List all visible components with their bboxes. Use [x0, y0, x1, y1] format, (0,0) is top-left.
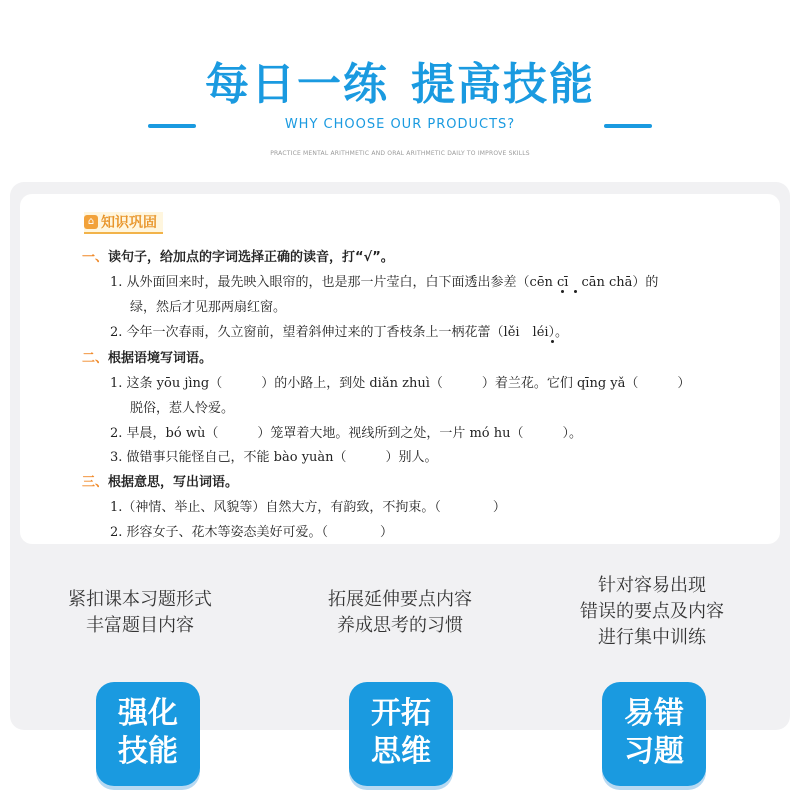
feature3-line2: 错误的要点及内容 [580, 601, 724, 622]
feature-description-3 [552, 573, 752, 651]
s1-q1-line1: 1. 从外面回来时，最先映入眼帘的，也是那一片莹白，白下面透出参差（cēn cī cān chā）的 [110, 275, 659, 290]
feature-description-2 [300, 587, 500, 639]
subtitle-row [0, 116, 800, 136]
badge3-line2: 习题 [624, 734, 684, 769]
s1-q1-line2: 绿，然后才见那两扇红窗。 [130, 300, 287, 315]
s2-q1-line2: 脱俗，惹人怜爱。 [130, 401, 235, 416]
badge-expand-thinking [349, 682, 453, 786]
s2-q3: 3. 做错事只能怪自己，不能 bào yuàn（ ）别人。 [110, 450, 438, 465]
section3-heading [82, 471, 238, 490]
s3-q1: 1.（神情、举止、风貌等）自然大方，有韵致，不拘束。（ ） [110, 500, 506, 515]
feature2-line2: 养成思考的习惯 [337, 615, 463, 636]
s3-q2: 2. 形容女子、花木等姿态美好可爱。（ ） [110, 525, 394, 540]
emphasis-dot [574, 290, 577, 293]
emphasis-dot [551, 340, 554, 343]
title-part2: 提高技能 [411, 59, 595, 110]
feature3-line1: 针对容易出现 [598, 575, 706, 596]
section3-text: 根据意思，写出词语。 [108, 475, 239, 490]
section2-heading [82, 347, 212, 366]
s2-q1-line1: 1. 这条 yōu jìng（ ）的小路上，到处 diǎn zhuì（ ）着兰花。它们 qīng yǎ（ ） [110, 376, 691, 391]
emphasis-dot [561, 290, 564, 293]
feature3-line3: 进行集中训练 [598, 627, 706, 648]
badge1-line2: 技能 [118, 734, 178, 769]
house-icon: ⌂ [84, 215, 98, 229]
page-title [0, 48, 800, 112]
section1-heading [82, 246, 394, 265]
knowledge-tag [84, 212, 163, 234]
feature2-line1: 拓展延伸要点内容 [328, 589, 472, 610]
section1-number: 一、 [82, 250, 109, 265]
badge-strengthen-skills [96, 682, 200, 786]
feature1-line1: 紧扣课本习题形式 [68, 589, 212, 610]
right-dash-decoration [604, 124, 652, 128]
badge-error-prone-exercises [602, 682, 706, 786]
section2-text: 根据语境写词语。 [108, 351, 213, 366]
feature-description-1 [40, 587, 240, 639]
subtitle: WHY CHOOSE OUR PRODUCTS? [284, 117, 516, 132]
tag-label: 知识巩固 [101, 215, 157, 231]
badge2-line1: 开拓 [371, 696, 431, 731]
section1-text: 读句子，给加点的字词选择正确的读音，打“√”。 [108, 250, 394, 265]
badge3-line1: 易错 [624, 696, 684, 731]
badge1-line1: 强化 [118, 696, 178, 731]
s2-q2: 2. 早晨，bó wù（ ）笼罩着大地。视线所到之处，一片 mó hu（ ）。 [110, 426, 582, 441]
feature1-line2: 丰富题目内容 [86, 615, 194, 636]
section2-number: 二、 [82, 351, 109, 366]
s1-q2: 2. 今年一次春雨，久立窗前，望着斜伸过来的丁香枝条上一柄花蕾（lěi léi）。 [110, 325, 569, 340]
section3-number: 三、 [82, 475, 109, 490]
tagline: PRACTICE MENTAL ARITHMETIC AND ORAL ARITHMETIC DAILY TO IMPROVE SKILLS [270, 150, 530, 157]
title-part1: 每日一练 [205, 59, 389, 110]
badge2-line2: 思维 [371, 734, 431, 769]
